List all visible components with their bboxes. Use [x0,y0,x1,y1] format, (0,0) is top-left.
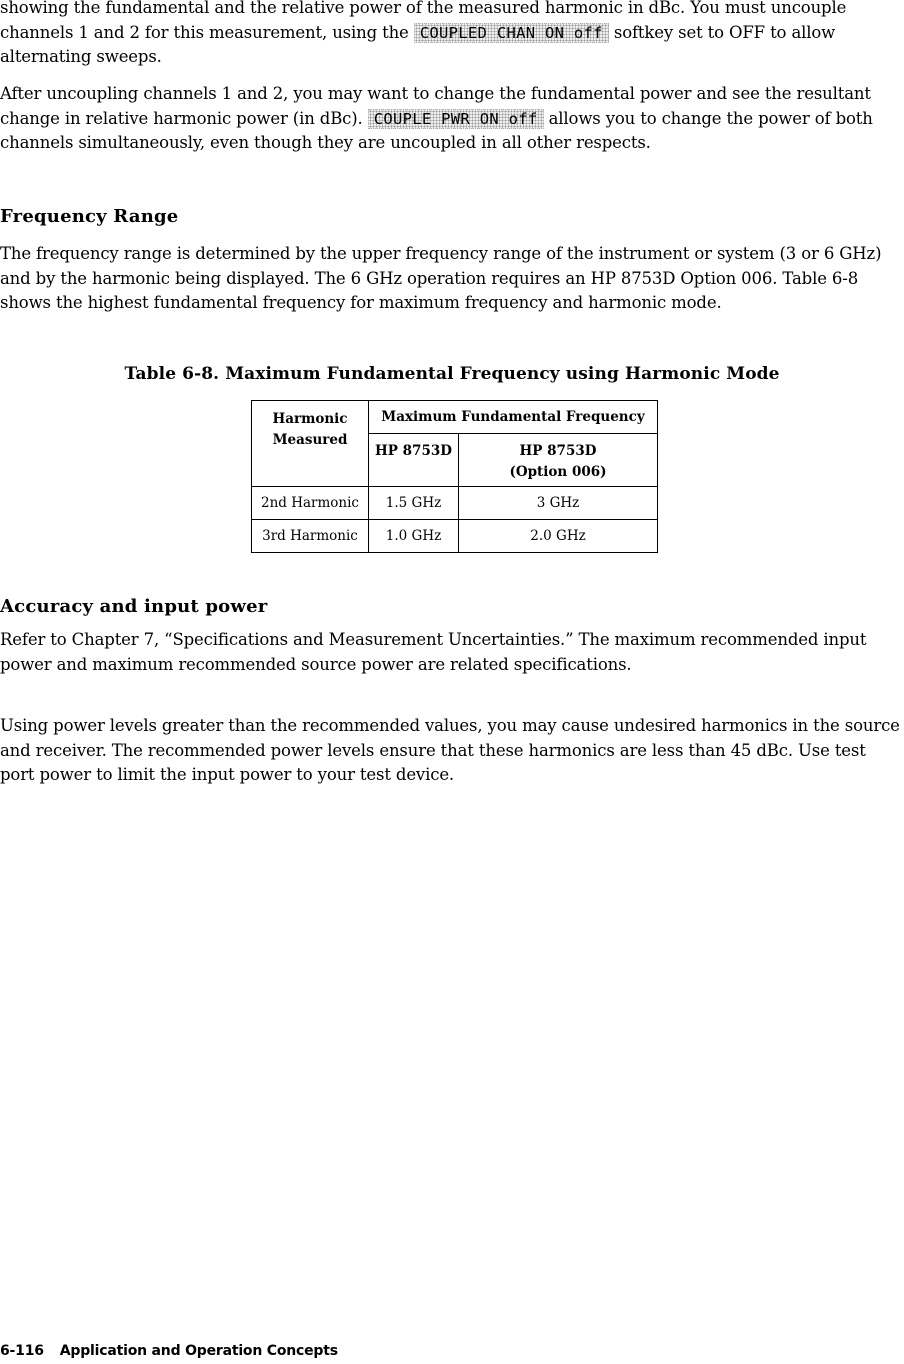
table-caption: Table 6-8. Maximum Fundamental Frequency using Harmonic Mode [124,364,780,384]
harmonic-header-line2: Measured [272,432,348,448]
intro-text-2a: After uncoupling channels 1 and 2, you may want to change the fundamental power and see the resultant change in relative harmonic power (in dBc). [0,84,871,128]
accuracy-paragraph-2: Using power levels greater than the recommended values, you may cause undesired harmonics in the source and receiver. The recommended power levels ensure that these harmonics are less than 45 dBc. Use test port power to limit the input power to your test device. [0,716,900,784]
harmonic-frequency-table [251,400,658,553]
coupled-chan-softkey: COUPLED CHAN ON off [414,23,609,43]
couple-pwr-softkey: COUPLE PWR ON off [368,109,544,129]
harmonic-header-line1: Harmonic [272,411,348,427]
footer-section-title: Application and Operation Concepts [59,1343,338,1359]
table-row [252,487,658,520]
intro-text-1a: showing the fundamental and the relative power of the measured harmonic in dBc. You must uncouple channels 1 and 2 for this measurement, using the [0,0,847,42]
intro-paragraph-1 [0,0,904,70]
option-frequency-cell: 3 GHz [459,487,658,520]
std-frequency-cell: 1.5 GHz [369,487,459,520]
table-header-row [252,401,658,434]
option-frequency-cell: 2.0 GHz [459,520,658,553]
harmonic-cell: 2nd Harmonic [252,487,369,520]
option-header-line1: HP 8753D [519,443,597,459]
max-fundamental-header: Maximum Fundamental Frequency [369,401,658,434]
intro-text-1b: softkey set to OFF to allow alternating sweeps. [0,22,836,66]
intro-text-2b: allows you to change the power of both channels simultaneously, even though they are uncoupled in all other respects. [0,108,873,152]
hp8753d-header: HP 8753D [369,434,459,487]
page-number: 6-116 [0,1343,44,1359]
page-footer [0,1343,338,1359]
option-header-line2: (Option 006) [509,464,607,480]
intro-paragraph-2 [0,82,904,156]
hp8753d-option006-header [459,434,658,487]
harmonic-cell: 3rd Harmonic [252,520,369,553]
std-frequency-cell: 1.0 GHz [369,520,459,553]
frequency-range-paragraph: The frequency range is determined by the upper frequency range of the instrument or system (3 or 6 GHz) and by the harmonic being displayed. The 6 GHz operation requires an HP 8753D Option 006. Table 6-8 shows the highest fundamental frequency for maximum frequency and harmonic mode. [0,244,882,312]
accuracy-heading: Accuracy and input power [0,596,268,617]
table-row [252,520,658,553]
accuracy-paragraph-1: Refer to Chapter 7, “Specifications and Measurement Uncertainties.” The maximum recommended input power and maximum recommended source power are related specifications. [0,630,867,674]
harmonic-measured-header [252,401,369,487]
frequency-range-heading: Frequency Range [0,206,179,227]
